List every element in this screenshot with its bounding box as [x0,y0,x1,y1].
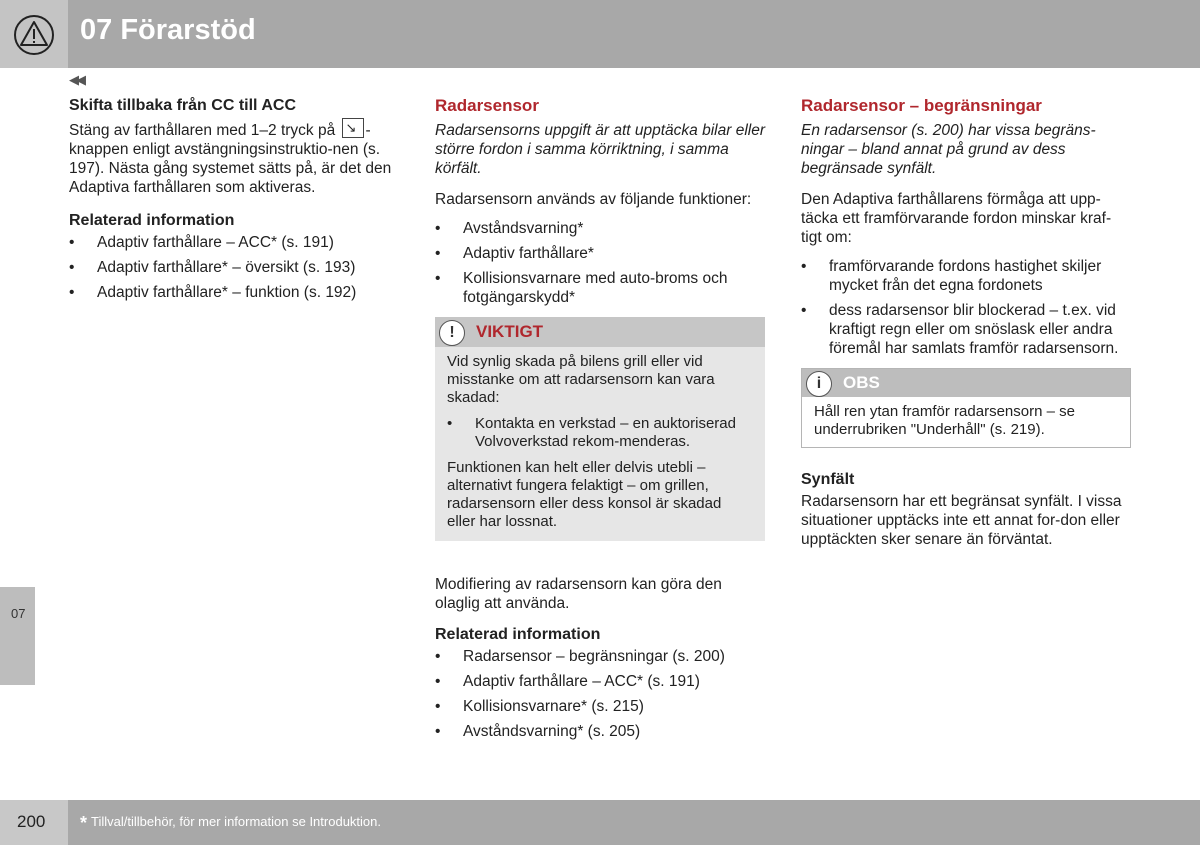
exclamation-icon: ! [439,320,465,346]
footnote-star: * [80,813,88,833]
list-item: • Adaptiv farthållare* [435,245,594,262]
list-item[interactable]: • Adaptiv farthållare – ACC* (s. 191) [435,673,700,690]
intro-text: En radarsensor (s. 200) har vissa begräns-ningar – bland annat på grund av dess begränsade synfält. [801,122,1096,177]
chapter-side-tab[interactable] [0,587,35,685]
column-3 [801,96,1131,559]
function-list [435,219,765,307]
warning-triangle-icon [0,0,68,68]
paragraph: Stäng av farthållaren med 1–2 tryck på ↘ -knappen enligt avstängningsinstruktio-nen (s. 197). Nästa gång systemet sätts på, är det den Adaptiva farthållaren som aktiveras. [69,118,399,197]
warning-text: Vid synlig skada på bilens grill eller vid misstanke om att radarsensorn kan vara skadad: [447,353,715,406]
warning-header [435,317,765,347]
section-heading: Radarsensor [435,96,539,115]
list-item: • framförvarande fordons hastighet skiljer mycket från det egna fordonets [801,258,1102,294]
page-header [0,0,1200,68]
list-item[interactable]: • Adaptiv farthållare – ACC* (s. 191) [69,234,334,251]
warning-list [447,415,753,451]
note-text: Håll ren ytan framför radarsensorn – se underrubriken "Underhåll" (s. 219). [814,403,1075,438]
section-heading: Skifta tillbaka från CC till ACC [69,97,296,114]
warning-box [435,317,765,541]
paragraph: Modifiering av radarsensorn kan göra den olaglig att använda. [435,576,722,612]
footnote: * Tillval/tillbehör, för mer information se Introduktion. [80,813,381,833]
condition-list [801,257,1131,358]
list-item[interactable]: • Adaptiv farthållare* – översikt (s. 193) [69,259,356,276]
cruise-control-button-icon [342,118,364,138]
list-item: • dess radarsensor blir blockerad – t.ex. vid kraftigt regn eller om snöslask eller andra föremål har samlats framför radarsensorn. [801,302,1119,357]
paragraph: Radarsensorn har ett begränsat synfält. I vissa situationer upptäcks inte ett annat for-don eller upptäckten sker senare än förväntat. [801,493,1122,548]
page-footer [0,800,1200,845]
intro-text: Radarsensorns uppgift är att upptäcka bilar eller större fordon i samma körriktning, i samma körfält. [435,122,765,177]
page-number-box [0,800,68,845]
list-item[interactable]: • Adaptiv farthållare* – funktion (s. 192) [69,284,357,301]
chapter-title: 07 Förarstöd [80,14,256,46]
note-box [801,368,1131,448]
column-2 [435,96,765,751]
paragraph: Radarsensorn används av följande funktioner: [435,191,752,208]
list-item: • Avståndsvarning* [435,220,584,237]
list-item[interactable]: • Avståndsvarning* (s. 205) [435,723,641,740]
section-heading: Radarsensor – begränsningar [801,96,1042,115]
warning-body [435,347,765,531]
list-item: • Kollisionsvarnare med auto-broms och fotgängarskydd* [435,270,728,306]
list-item[interactable]: • Kollisionsvarnare* (s. 215) [435,698,644,715]
related-list [435,647,765,741]
note-label: OBS [843,373,880,392]
sub-heading: Synfält [801,471,855,488]
info-icon: i [806,371,832,397]
note-header [802,369,1130,397]
column-1 [69,96,399,312]
list-item[interactable]: • Radarsensor – begränsningar (s. 200) [435,648,725,665]
list-item: • Kontakta en verkstad – en auktoriserad Volvoverkstad rekom-menderas. [447,415,736,450]
back-navigation-icon[interactable]: ◀◀ [69,72,83,87]
related-info-heading: Relaterad information [435,626,601,643]
related-list [69,233,399,302]
warning-label: VIKTIGT [476,322,544,341]
related-info-heading: Relaterad information [69,212,235,229]
warning-text: Funktionen kan helt eller delvis utebli – alternativt fungera felaktigt – om grillen, radarsensorn eller dess konsol är skadad eller har lossnat. [447,459,722,530]
chapter-tab-label: 07 [11,606,26,621]
paragraph: Den Adaptiva farthållarens förmåga att upp-täcka ett framförvarande fordon minskar kraf-tigt om: [801,191,1112,246]
page-number: 200 [17,812,46,831]
